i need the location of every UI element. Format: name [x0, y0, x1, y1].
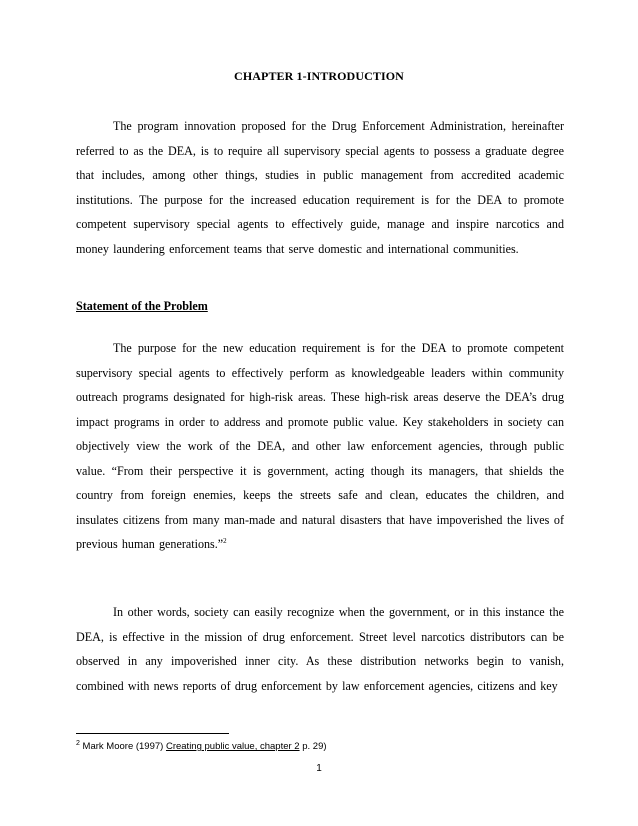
- problem-section: [76, 336, 564, 557]
- footnote: [76, 741, 327, 752]
- other-words-section: [76, 600, 564, 698]
- page-number: 1: [316, 763, 322, 774]
- footnote-marker: 2: [76, 739, 80, 747]
- intro-paragraph: The program innovation proposed for the Drug Enforcement Administration, hereinafter referred to as the DEA, is to require all supervisory special agents to possess a graduate degree that includes, among other things, studies in public management from accredited academic institutions. The purpose for the increased education requirement is for the DEA to promote competent supervisory special agents to effectively guide, manage and inspire narcotics and money laundering enforcement teams that serve domestic and international communities.: [76, 119, 564, 256]
- footnote-page: p. 29): [302, 741, 327, 752]
- chapter-title: CHAPTER 1-INTRODUCTION: [234, 69, 404, 83]
- section-heading-statement-of-problem: Statement of the Problem: [76, 299, 208, 313]
- problem-paragraph-text: The purpose for the new education requirement is for the DEA to promote competent supervisory special agents to effectively perform as knowledgeable leaders within community outreach programs designated for high-risk areas. These high-risk areas deserve the DEA’s drug impact programs in order to address and promote public value. Key stakeholders in society can objectively view the work of the DEA, and other law enforcement agencies, through public value. “From their perspective it is government, acting though its managers, that shields the country from foreign enemies, keeps the streets safe and clean, educates the children, and insulates citizens from many man-made and natural disasters that have impoverished the lives of previous human generations.”: [76, 341, 564, 551]
- other-words-paragraph: In other words, society can easily recognize when the government, or in this instance the DEA, is effective in the mission of drug enforcement. Street level narcotics distributors can be observed in any impoverished inner city. As these distribution networks begin to vanish, combined with news reports of drug enforcement by law enforcement agencies, citizens and key: [76, 605, 564, 693]
- footnote-title: Creating public value, chapter 2: [165, 741, 300, 752]
- problem-paragraph: [76, 336, 564, 557]
- footnote-divider: [76, 733, 229, 734]
- intro-section: [76, 114, 564, 261]
- footnote-author: Mark Moore (1997): [82, 741, 164, 752]
- footnote-reference: 2: [223, 536, 227, 545]
